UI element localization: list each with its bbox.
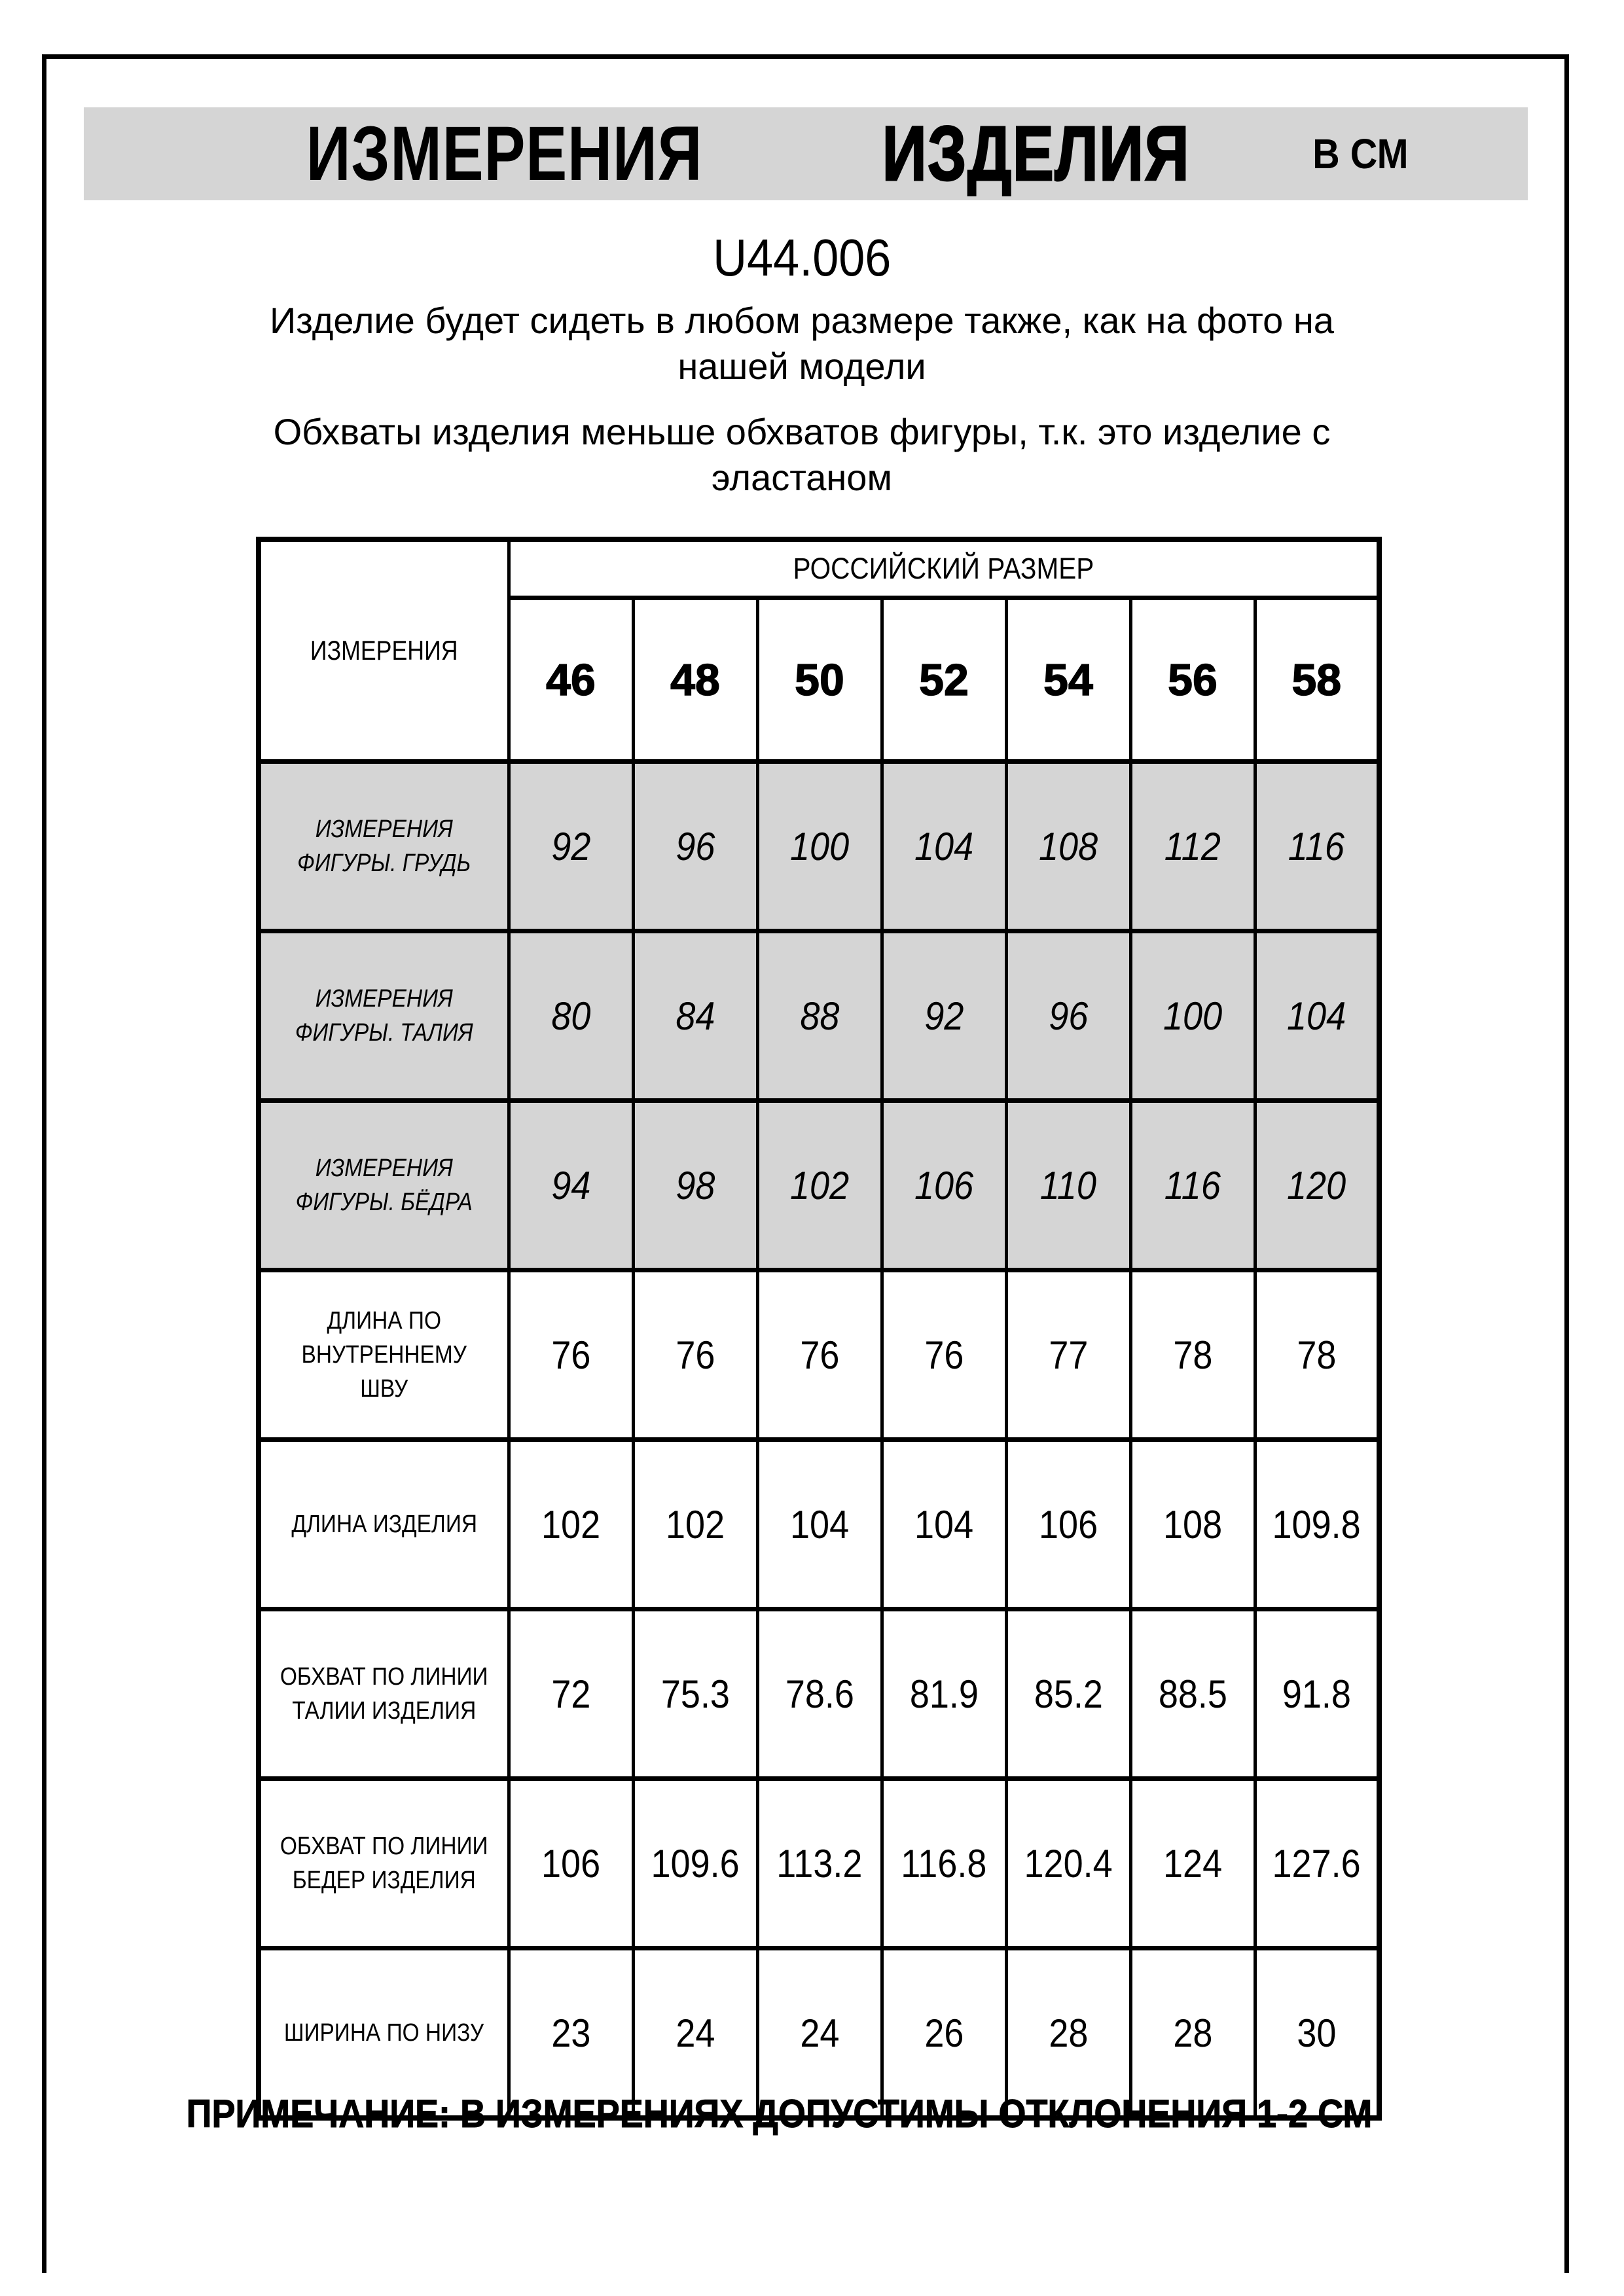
value-cell <box>1255 1270 1379 1440</box>
value: 124 <box>1163 1841 1223 1886</box>
table-row-item-length <box>259 1440 1379 1609</box>
size-cell <box>509 598 633 762</box>
row-label-cell <box>259 762 509 931</box>
value: 88 <box>799 994 840 1038</box>
corner-cell <box>259 539 509 762</box>
row-label: ДЛИНА ИЗДЕЛИЯ <box>291 1511 477 1538</box>
size-50: 50 <box>795 655 844 705</box>
row-label: ДЛИНА ПО ВНУТРЕННЕМУ ШВУ <box>301 1307 467 1403</box>
value-cell <box>757 931 882 1101</box>
corner-label: ИЗМЕРЕНИЯ <box>310 635 458 666</box>
value-cell <box>633 1779 757 1948</box>
size-cell <box>1006 598 1130 762</box>
value: 88.5 <box>1158 1672 1227 1716</box>
value-cell <box>1255 1609 1379 1779</box>
value-cell <box>633 1609 757 1779</box>
row-label-cell <box>259 1270 509 1440</box>
size-48: 48 <box>670 655 720 705</box>
value: 96 <box>675 824 715 869</box>
value: 76 <box>550 1333 591 1377</box>
value: 80 <box>550 994 591 1038</box>
value-cell <box>509 1440 633 1609</box>
size-56: 56 <box>1168 655 1218 705</box>
value-cell <box>1255 1440 1379 1609</box>
value-cell <box>1006 931 1130 1101</box>
value-cell <box>882 1101 1006 1270</box>
table-row-figure-waist <box>259 931 1379 1101</box>
title-word-izmereniya: ИЗМЕРЕНИЯ <box>306 111 703 197</box>
value-cell <box>1006 1440 1130 1609</box>
value: 106 <box>914 1163 974 1208</box>
value-cell <box>1255 1779 1379 1948</box>
value-cell <box>1006 1779 1130 1948</box>
note-text-inner: ПРИМЕЧАНИЕ: В ИЗМЕРЕНИЯХ ДОПУСТИМЫ ОТКЛОНЕНИЯ 1-2 СМ <box>186 2092 1372 2136</box>
article-code <box>0 228 1604 288</box>
value-cell <box>509 1779 633 1948</box>
value-cell <box>509 1101 633 1270</box>
value-cell <box>757 1609 882 1779</box>
value-cell <box>509 762 633 931</box>
value-cell <box>1255 1101 1379 1270</box>
row-label-cell <box>259 931 509 1101</box>
value: 28 <box>1172 2011 1213 2055</box>
value: 28 <box>1048 2011 1089 2055</box>
value: 108 <box>1038 824 1098 869</box>
value: 76 <box>675 1333 715 1377</box>
value-cell <box>757 1440 882 1609</box>
value: 96 <box>1048 994 1089 1038</box>
value: 104 <box>914 1502 974 1547</box>
value-cell <box>1130 1779 1255 1948</box>
value-cell <box>757 1270 882 1440</box>
value: 75.3 <box>660 1672 730 1716</box>
size-46: 46 <box>546 655 596 705</box>
value: 112 <box>1164 824 1221 869</box>
article-code-text: U44.006 <box>712 228 892 287</box>
value-cell <box>633 1270 757 1440</box>
value-cell <box>757 1101 882 1270</box>
value: 92 <box>550 824 591 869</box>
value: 104 <box>914 824 974 869</box>
value: 108 <box>1163 1502 1223 1547</box>
size-cell <box>633 598 757 762</box>
size-cell <box>882 598 1006 762</box>
value-cell <box>882 1779 1006 1948</box>
value: 120 <box>1287 1163 1346 1208</box>
value: 85.2 <box>1034 1672 1103 1716</box>
value-cell <box>882 762 1006 931</box>
value-cell <box>882 1609 1006 1779</box>
row-label: ИЗМЕРЕНИЯ ФИГУРЫ. ТАЛИЯ <box>295 985 473 1047</box>
value: 113.2 <box>776 1841 863 1886</box>
value: 76 <box>799 1333 840 1377</box>
value: 23 <box>550 2011 591 2055</box>
value-cell <box>633 762 757 931</box>
value-cell <box>882 1440 1006 1609</box>
table-row-waistline-girth <box>259 1609 1379 1779</box>
note-text <box>0 2091 1558 2136</box>
group-header-cell <box>509 539 1379 598</box>
value: 76 <box>924 1333 964 1377</box>
value: 84 <box>675 994 715 1038</box>
row-label: ИЗМЕРЕНИЯ ФИГУРЫ. ГРУДЬ <box>297 816 471 877</box>
value: 24 <box>675 2011 715 2055</box>
value: 106 <box>541 1841 601 1886</box>
value: 104 <box>1287 994 1346 1038</box>
size-table <box>256 537 1382 2121</box>
value: 102 <box>789 1163 850 1208</box>
value-cell <box>1130 931 1255 1101</box>
size-54: 54 <box>1043 655 1093 705</box>
value: 78.6 <box>785 1672 854 1716</box>
row-label-cell <box>259 1101 509 1270</box>
table-row-figure-hips <box>259 1101 1379 1270</box>
intro-paragraph-2 <box>226 409 1378 501</box>
value: 100 <box>1163 994 1223 1038</box>
value: 92 <box>924 994 964 1038</box>
value-cell <box>882 931 1006 1101</box>
table-row-inseam-length <box>259 1270 1379 1440</box>
size-cell <box>757 598 882 762</box>
row-label-cell <box>259 1440 509 1609</box>
value-cell <box>509 1270 633 1440</box>
value: 116.8 <box>901 1841 987 1886</box>
value: 127.6 <box>1272 1841 1361 1886</box>
value: 81.9 <box>909 1672 979 1716</box>
value-cell <box>1255 762 1379 931</box>
row-label: ШИРИНА ПО НИЗУ <box>284 2019 484 2047</box>
title-word-izdeliya: ИЗДЕЛИЯ <box>882 111 1191 197</box>
value: 110 <box>1039 1163 1097 1208</box>
group-header-label: РОССИЙСКИЙ РАЗМЕР <box>793 552 1094 585</box>
value: 100 <box>789 824 850 869</box>
row-label: ИЗМЕРЕНИЯ ФИГУРЫ. БЁДРА <box>295 1155 473 1216</box>
value-cell <box>633 1101 757 1270</box>
value-cell <box>633 931 757 1101</box>
value-cell <box>1130 1609 1255 1779</box>
value-cell <box>633 1440 757 1609</box>
value-cell <box>1006 1101 1130 1270</box>
size-cell <box>1130 598 1255 762</box>
intro-paragraph-1 <box>226 298 1378 389</box>
intro-p1-line2: нашей модели <box>677 346 926 387</box>
value-cell <box>1130 762 1255 931</box>
table-row-hipline-girth <box>259 1779 1379 1948</box>
value-cell <box>1006 762 1130 931</box>
row-label: ОБХВАТ ПО ЛИНИИ БЕДЕР ИЗДЕЛИЯ <box>280 1833 488 1894</box>
value-cell <box>1130 1270 1255 1440</box>
value-cell <box>1255 931 1379 1101</box>
value: 24 <box>799 2011 840 2055</box>
value: 72 <box>550 1672 591 1716</box>
value: 104 <box>789 1502 850 1547</box>
table-row-figure-chest <box>259 762 1379 931</box>
value-cell <box>757 762 882 931</box>
value-cell <box>1006 1609 1130 1779</box>
value: 102 <box>541 1502 601 1547</box>
title-unit-cm: В СМ <box>1312 130 1409 177</box>
value-cell <box>757 1779 882 1948</box>
intro-p2-line2: эластаном <box>712 457 892 498</box>
intro-p1-line1: Изделие будет сидеть в любом размере также, как на фото на <box>270 300 1334 341</box>
value: 116 <box>1288 824 1345 869</box>
size-cell <box>1255 598 1379 762</box>
value-cell <box>882 1270 1006 1440</box>
intro-p2-line1: Обхваты изделия меньше обхватов фигуры, т.к. это изделие с <box>273 411 1331 452</box>
title-banner <box>84 107 1528 200</box>
value: 109.6 <box>651 1841 740 1886</box>
value: 91.8 <box>1282 1672 1351 1716</box>
row-label-cell <box>259 1779 509 1948</box>
row-label: ОБХВАТ ПО ЛИНИИ ТАЛИИ ИЗДЕЛИЯ <box>280 1663 488 1725</box>
value-cell <box>509 931 633 1101</box>
value: 78 <box>1172 1333 1213 1377</box>
value-cell <box>509 1609 633 1779</box>
value: 98 <box>675 1163 715 1208</box>
value: 106 <box>1038 1502 1098 1547</box>
value: 26 <box>924 2011 964 2055</box>
value: 77 <box>1048 1333 1089 1377</box>
value: 109.8 <box>1272 1502 1361 1547</box>
value: 94 <box>550 1163 591 1208</box>
value: 30 <box>1297 2011 1337 2055</box>
value-cell <box>1130 1101 1255 1270</box>
table-header-group-row <box>259 539 1379 598</box>
value: 116 <box>1164 1163 1221 1208</box>
value: 120.4 <box>1024 1841 1113 1886</box>
value: 102 <box>665 1502 725 1547</box>
value-cell <box>1130 1440 1255 1609</box>
value-cell <box>1006 1270 1130 1440</box>
size-52: 52 <box>919 655 969 705</box>
value: 78 <box>1297 1333 1337 1377</box>
size-58: 58 <box>1291 655 1342 705</box>
row-label-cell <box>259 1609 509 1779</box>
